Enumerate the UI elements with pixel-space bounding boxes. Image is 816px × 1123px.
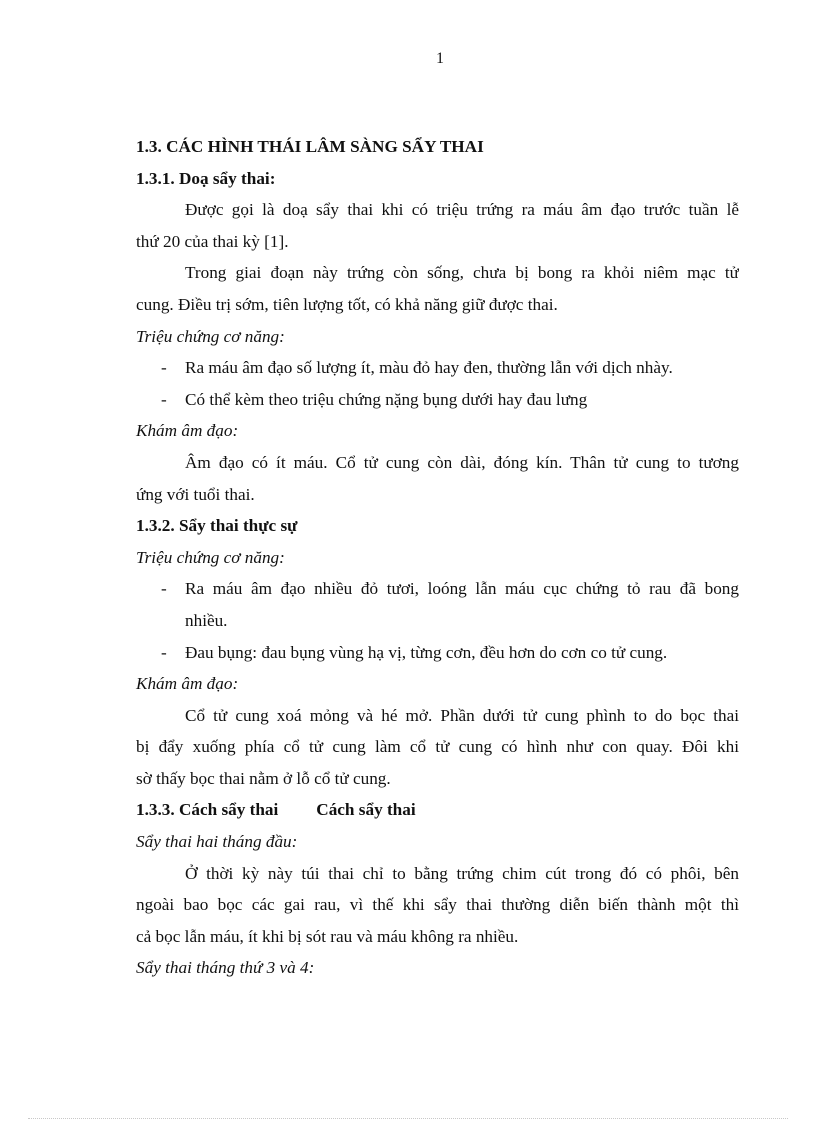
- paragraph-line: Trong giai đoạn này trứng còn sống, chưa bị bong ra khỏi niêm mạc tử: [185, 263, 739, 283]
- symptom-label: Triệu chứng cơ năng:: [136, 326, 285, 346]
- bullet-text: Có thể kèm theo triệu chứng nặng bụng dưới hay đau lưng: [185, 389, 588, 409]
- subsection-title-3-repeat: Cách sẩy thai: [316, 800, 416, 820]
- paragraph-line: cả bọc lẫn máu, ít khi bị sót rau và máu không ra nhiều.: [136, 926, 519, 946]
- subsection-title-3-text: 1.3.3. Cách sẩy thai: [136, 800, 279, 820]
- paragraph-line: ứng với tuổi thai.: [136, 484, 255, 504]
- sub-label: Sẩy thai tháng thứ 3 và 4:: [136, 958, 315, 978]
- bullet-dash: -: [161, 389, 167, 409]
- bullet-dash: -: [161, 642, 167, 662]
- paragraph-line: Âm đạo có ít máu. Cổ tử cung còn dài, đóng kín. Thân tử cung to tương: [185, 452, 739, 472]
- bullet-dash: -: [161, 579, 167, 599]
- section-title: 1.3. CÁC HÌNH THÁI LÂM SÀNG SẨY THAI: [136, 137, 484, 156]
- bullet-continuation: nhiều.: [185, 610, 228, 630]
- paragraph-line: Được gọi là doạ sẩy thai khi có triệu trứng ra máu âm đạo trước tuần lễ: [185, 200, 739, 220]
- symptom-label: Triệu chứng cơ năng:: [136, 547, 285, 567]
- bullet-item: [136, 352, 739, 384]
- sub-label: Sẩy thai hai tháng đầu:: [136, 832, 298, 852]
- bullet-text: Ra máu âm đạo số lượng ít, màu đỏ hay đen, thường lẫn với dịch nhày.: [185, 358, 673, 378]
- subsection-title-3: [136, 794, 739, 826]
- paragraph-line: sờ thấy bọc thai nằm ở lỗ cổ tử cung.: [136, 768, 391, 788]
- paragraph-line: Cổ tử cung xoá mỏng và hé mở. Phần dưới tử cung phình to do bọc thai: [185, 705, 739, 725]
- page-bottom-rule: [28, 1118, 788, 1119]
- bullet-text: Ra máu âm đạo nhiều đỏ tươi, loóng lẫn máu cục chứng tỏ rau đã bong: [185, 579, 739, 599]
- bullet-text: Đau bụng: đau bụng vùng hạ vị, từng cơn, đều hơn do cơn co tử cung.: [185, 642, 668, 662]
- paragraph-line: bị đẩy xuống phía cổ tử cung làm cổ tử cung có hình như con quay. Đôi khi: [136, 737, 739, 757]
- document-body: [136, 131, 739, 984]
- paragraph-line: cung. Điều trị sớm, tiên lượng tốt, có khả năng giữ được thai.: [136, 294, 558, 314]
- subsection-title-2: 1.3.2. Sẩy thai thực sự: [136, 516, 298, 536]
- bullet-dash: -: [161, 358, 167, 378]
- paragraph-line: Ở thời kỳ này túi thai chỉ to bằng trứng chim cút trong đó có phôi, bên: [185, 863, 739, 883]
- bullet-item: [136, 637, 739, 669]
- bullet-item: [136, 384, 739, 416]
- paragraph-line: thứ 20 của thai kỳ [1].: [136, 231, 289, 251]
- page-number: 1: [436, 50, 444, 67]
- exam-label: Khám âm đạo:: [136, 421, 239, 441]
- subsection-title-1: 1.3.1. Doạ sẩy thai:: [136, 168, 276, 188]
- bullet-item: [136, 573, 739, 605]
- paragraph-line: ngoài bao bọc các gai rau, vì thế khi sẩy thai thường diễn biến thành một thì: [136, 895, 739, 915]
- exam-label: Khám âm đạo:: [136, 674, 239, 694]
